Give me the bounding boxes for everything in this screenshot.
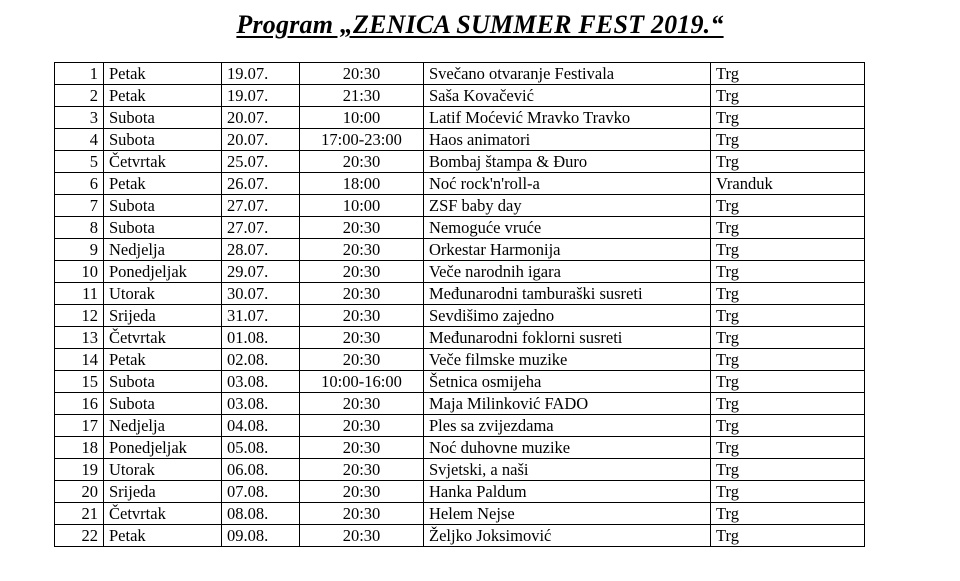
row-number: 9 — [55, 239, 104, 261]
page-title: Program „ZENICA SUMMER FEST 2019.“ — [236, 10, 724, 39]
day-cell: Nedjelja — [104, 415, 222, 437]
row-number: 22 — [55, 525, 104, 547]
row-number: 2 — [55, 85, 104, 107]
date-cell: 31.07. — [222, 305, 300, 327]
row-number: 5 — [55, 151, 104, 173]
day-cell: Petak — [104, 85, 222, 107]
row-number: 11 — [55, 283, 104, 305]
table-row — [55, 327, 865, 349]
table-row — [55, 217, 865, 239]
event-cell: Svečano otvaranje Festivala — [424, 63, 711, 85]
time-cell: 20:30 — [300, 459, 424, 481]
row-number: 1 — [55, 63, 104, 85]
day-cell: Subota — [104, 195, 222, 217]
location-cell: Trg — [711, 327, 865, 349]
table-row — [55, 371, 865, 393]
event-cell: Veče narodnih igara — [424, 261, 711, 283]
row-number: 10 — [55, 261, 104, 283]
time-cell: 10:00-16:00 — [300, 371, 424, 393]
row-number: 8 — [55, 217, 104, 239]
date-cell: 29.07. — [222, 261, 300, 283]
table-row — [55, 459, 865, 481]
location-cell: Trg — [711, 393, 865, 415]
location-cell: Trg — [711, 283, 865, 305]
date-cell: 19.07. — [222, 63, 300, 85]
date-cell: 28.07. — [222, 239, 300, 261]
event-cell: Međunarodni foklorni susreti — [424, 327, 711, 349]
time-cell: 17:00-23:00 — [300, 129, 424, 151]
event-cell: Hanka Paldum — [424, 481, 711, 503]
date-cell: 03.08. — [222, 371, 300, 393]
table-row — [55, 63, 865, 85]
day-cell: Srijeda — [104, 305, 222, 327]
date-cell: 20.07. — [222, 107, 300, 129]
table-row — [55, 437, 865, 459]
time-cell: 20:30 — [300, 415, 424, 437]
time-cell: 20:30 — [300, 305, 424, 327]
time-cell: 20:30 — [300, 525, 424, 547]
location-cell: Trg — [711, 63, 865, 85]
table-row — [55, 305, 865, 327]
date-cell: 07.08. — [222, 481, 300, 503]
day-cell: Ponedjeljak — [104, 437, 222, 459]
date-cell: 27.07. — [222, 195, 300, 217]
location-cell: Trg — [711, 459, 865, 481]
date-cell: 05.08. — [222, 437, 300, 459]
time-cell: 18:00 — [300, 173, 424, 195]
location-cell: Trg — [711, 261, 865, 283]
date-cell: 08.08. — [222, 503, 300, 525]
event-cell: Bombaj štampa & Đuro — [424, 151, 711, 173]
location-cell: Trg — [711, 217, 865, 239]
row-number: 19 — [55, 459, 104, 481]
table-row — [55, 349, 865, 371]
event-cell: ZSF baby day — [424, 195, 711, 217]
date-cell: 02.08. — [222, 349, 300, 371]
event-cell: Saša Kovačević — [424, 85, 711, 107]
time-cell: 10:00 — [300, 195, 424, 217]
event-cell: Šetnica osmijeha — [424, 371, 711, 393]
time-cell: 20:30 — [300, 151, 424, 173]
day-cell: Četvrtak — [104, 327, 222, 349]
row-number: 3 — [55, 107, 104, 129]
time-cell: 20:30 — [300, 437, 424, 459]
location-cell: Trg — [711, 195, 865, 217]
event-cell: Međunarodni tamburaški susreti — [424, 283, 711, 305]
location-cell: Trg — [711, 481, 865, 503]
time-cell: 20:30 — [300, 503, 424, 525]
table-row — [55, 151, 865, 173]
time-cell: 20:30 — [300, 261, 424, 283]
location-cell: Trg — [711, 305, 865, 327]
table-row — [55, 107, 865, 129]
day-cell: Četvrtak — [104, 151, 222, 173]
date-cell: 06.08. — [222, 459, 300, 481]
event-cell: Noć rock'n'roll-a — [424, 173, 711, 195]
row-number: 13 — [55, 327, 104, 349]
table-row — [55, 393, 865, 415]
event-cell: Svjetski, a naši — [424, 459, 711, 481]
schedule-body — [55, 63, 865, 547]
day-cell: Subota — [104, 371, 222, 393]
day-cell: Petak — [104, 525, 222, 547]
event-cell: Latif Moćević Mravko Travko — [424, 107, 711, 129]
row-number: 16 — [55, 393, 104, 415]
location-cell: Trg — [711, 85, 865, 107]
day-cell: Subota — [104, 107, 222, 129]
time-cell: 20:30 — [300, 239, 424, 261]
location-cell: Trg — [711, 437, 865, 459]
time-cell: 20:30 — [300, 393, 424, 415]
date-cell: 01.08. — [222, 327, 300, 349]
table-row — [55, 481, 865, 503]
row-number: 21 — [55, 503, 104, 525]
date-cell: 04.08. — [222, 415, 300, 437]
time-cell: 20:30 — [300, 63, 424, 85]
day-cell: Subota — [104, 129, 222, 151]
time-cell: 10:00 — [300, 107, 424, 129]
day-cell: Utorak — [104, 283, 222, 305]
date-cell: 27.07. — [222, 217, 300, 239]
table-row — [55, 173, 865, 195]
day-cell: Petak — [104, 349, 222, 371]
table-row — [55, 239, 865, 261]
location-cell: Trg — [711, 239, 865, 261]
row-number: 7 — [55, 195, 104, 217]
schedule-table — [54, 62, 865, 547]
location-cell: Trg — [711, 129, 865, 151]
table-row — [55, 85, 865, 107]
date-cell: 25.07. — [222, 151, 300, 173]
event-cell: Haos animatori — [424, 129, 711, 151]
location-cell: Trg — [711, 525, 865, 547]
table-row — [55, 129, 865, 151]
location-cell: Trg — [711, 415, 865, 437]
event-cell: Noć duhovne muzike — [424, 437, 711, 459]
table-row — [55, 415, 865, 437]
row-number: 6 — [55, 173, 104, 195]
event-cell: Veče filmske muzike — [424, 349, 711, 371]
row-number: 17 — [55, 415, 104, 437]
time-cell: 20:30 — [300, 327, 424, 349]
location-cell: Vranduk — [711, 173, 865, 195]
location-cell: Trg — [711, 371, 865, 393]
day-cell: Petak — [104, 63, 222, 85]
table-row — [55, 283, 865, 305]
event-cell: Nemoguće vruće — [424, 217, 711, 239]
event-cell: Sevdišimo zajedno — [424, 305, 711, 327]
day-cell: Srijeda — [104, 481, 222, 503]
location-cell: Trg — [711, 349, 865, 371]
row-number: 18 — [55, 437, 104, 459]
event-cell: Ples sa zvijezdama — [424, 415, 711, 437]
row-number: 14 — [55, 349, 104, 371]
event-cell: Maja Milinković FADO — [424, 393, 711, 415]
row-number: 20 — [55, 481, 104, 503]
day-cell: Subota — [104, 217, 222, 239]
time-cell: 20:30 — [300, 349, 424, 371]
table-row — [55, 503, 865, 525]
day-cell: Petak — [104, 173, 222, 195]
time-cell: 20:30 — [300, 283, 424, 305]
date-cell: 03.08. — [222, 393, 300, 415]
day-cell: Subota — [104, 393, 222, 415]
table-row — [55, 261, 865, 283]
day-cell: Utorak — [104, 459, 222, 481]
date-cell: 19.07. — [222, 85, 300, 107]
date-cell: 20.07. — [222, 129, 300, 151]
event-cell: Orkestar Harmonija — [424, 239, 711, 261]
date-cell: 09.08. — [222, 525, 300, 547]
day-cell: Četvrtak — [104, 503, 222, 525]
time-cell: 20:30 — [300, 217, 424, 239]
day-cell: Nedjelja — [104, 239, 222, 261]
row-number: 4 — [55, 129, 104, 151]
location-cell: Trg — [711, 107, 865, 129]
time-cell: 20:30 — [300, 481, 424, 503]
time-cell: 21:30 — [300, 85, 424, 107]
event-cell: Helem Nejse — [424, 503, 711, 525]
location-cell: Trg — [711, 151, 865, 173]
table-row — [55, 525, 865, 547]
date-cell: 26.07. — [222, 173, 300, 195]
row-number: 15 — [55, 371, 104, 393]
day-cell: Ponedjeljak — [104, 261, 222, 283]
date-cell: 30.07. — [222, 283, 300, 305]
table-row — [55, 195, 865, 217]
location-cell: Trg — [711, 503, 865, 525]
row-number: 12 — [55, 305, 104, 327]
event-cell: Željko Joksimović — [424, 525, 711, 547]
